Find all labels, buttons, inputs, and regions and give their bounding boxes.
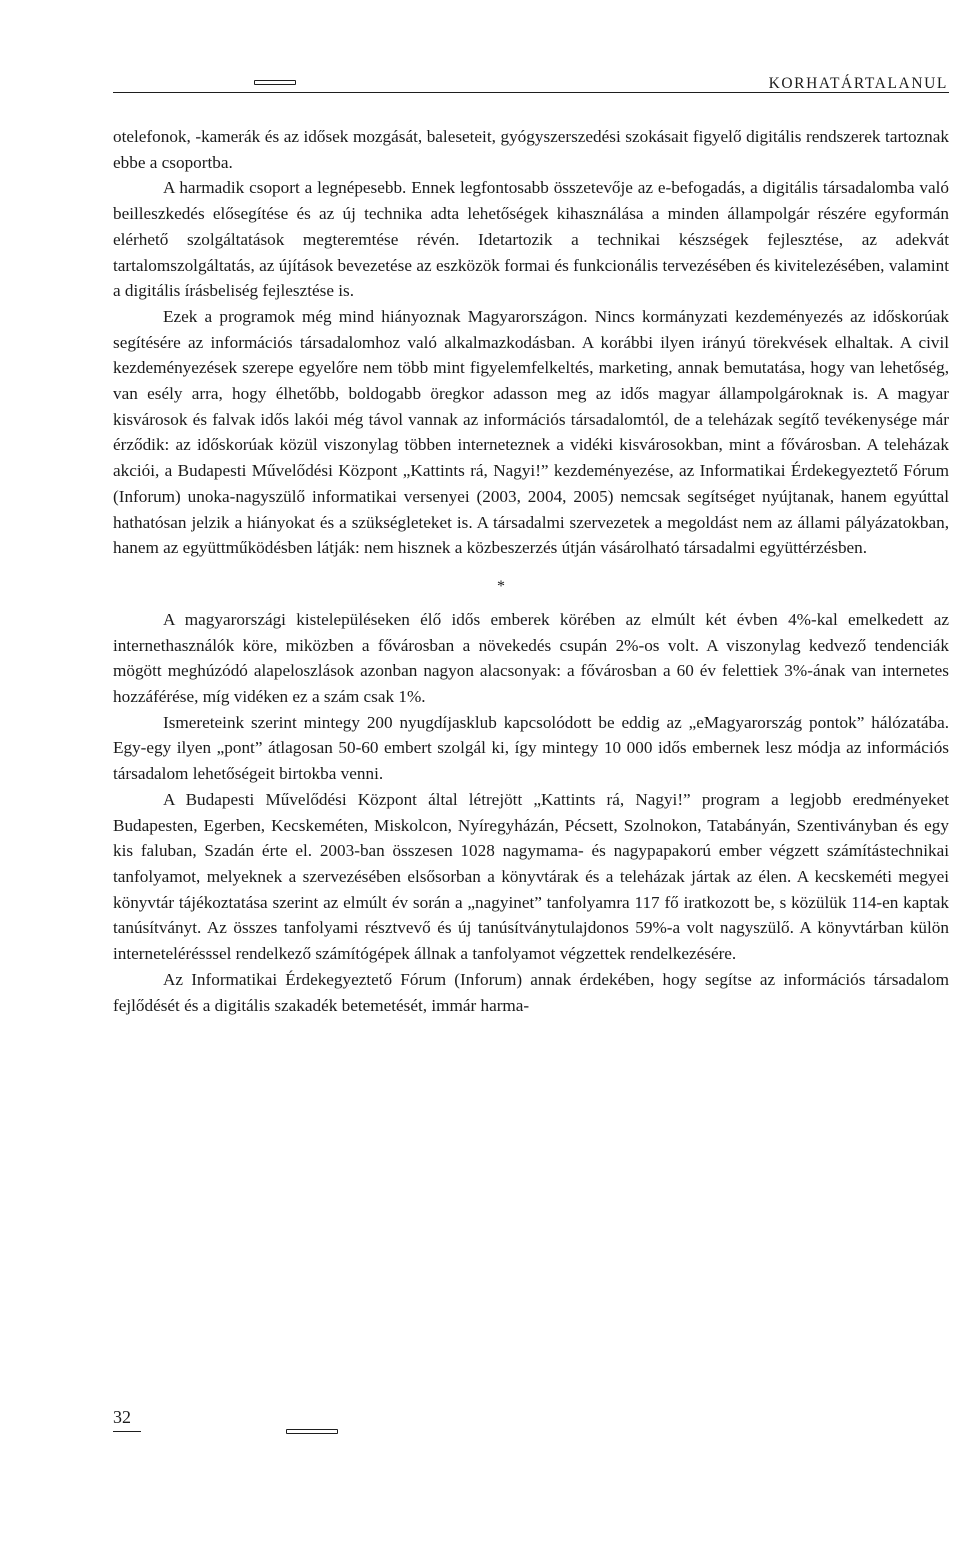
page-number-underline (113, 1431, 141, 1432)
page-number: 32 (113, 1407, 131, 1427)
paragraph-5: Ismereteink szerint mintegy 200 nyugdíjasklub kapcsolódott be eddig az „eMagyarország pontok” hálózatába. Egy-egy ilyen „pont” átlagosan 50-60 embert szolgál ki, így mintegy 10 000 idős embernek lesz módja az információs társadalom lehetőségeit birtokba venni. (113, 712, 949, 784)
paragraph-6: A Budapesti Művelődési Központ által létrejött „Kattints rá, Nagyi!” program a legjobb eredményeket Budapesten, Egerben, Kecskeméten, Miskolcon, Nyíregyházán, Pécsett, Szolnokon, Tatabányán, Szentiványban és egy kis faluban, Szadán érte el. 2003-ban összesen 1028 nagymama- és nagypapakorú ember végzett számítástechnikai tanfolyamot, melyeknek a szervezésében elsősorban a könyvtárak és a teleházak jártak az élen. A kecskeméti megyei könyvtár tájékoztatása szerint az elmúlt év során a „nagyinet” tanfolyamra 117 fő iratkozott be, s közülük 114-en kaptak tanúsítványt. Az összes tanfolyami résztvevő és új tanúsítványtulajdonos 59%-a volt nagyszülő. A könyvtárban külön internetelérésssel rendelkező számítógépek állnak a tanfolyamot végzettek rendelkezésére. (113, 789, 949, 964)
paragraph-1: otelefonok, -kamerák és az idősek mozgását, baleseteit, gyógyszerszedési szokásait figyelő digitális rendszerek tartoznak ebbe a csoportba. (113, 127, 949, 172)
header-rule (113, 92, 949, 93)
paragraph-4: A magyarországi kistelepüléseken élő idős emberek körében az elmúlt két évben 4%-kal emelkedett az internethasználók köre, miközben a fővárosban a növekedés csupán 2%-os volt. A viszonylag kedvező tendenciák mögött meghúzódó alapeloszlások azonban nagyon alacsonyak: a fővárosban a 60 év felettiek 3%-ának van internetes hozzáférése, míg vidéken ez a szám csak 1%. (113, 609, 949, 707)
paragraph-3: Ezek a programok még mind hiányoznak Magyarországon. Nincs kormányzati kezdeményezés az időskorúak segítésére az információs társadalomhoz való alkalmazkodásban. A korábbi ilyen irányú törekvések elhaltak. A civil kezdeményezések szerepe egyelőre nem több mint figyelemfelkeltés, marketing, annak bemutatása, hogy van lehetőség, van esély arra, hogy élhetőbb, boldogabb öregkor adasson meg az idős magyar állampolgároknak is. A magyar kisvárosok és falvak idős lakói még távol vannak az információs társadalomtól, de a teleházak segítő tevékenysége már érződik: az időskorúak közül viszonylag többen interneteznek a vidéki kisvárosokban, mint a fővárosban. A teleházak akciói, a Budapesti Művelődési Központ „Kattints rá, Nagyi!” kezdeményezése, az Informatikai Érdekegyeztető Fórum (Inforum) unoka-nagyszülő informatikai versenyei (2003, 2004, 2005) nemcsak segítséget nyújtanak, hanem egyúttal hathatósan jelzik a hiányokat és a szükségleteket is. A társadalmi szervezetek a megoldást nem az állami pályázatokban, hanem az együttműködésben látják: nem hisznek a közbeszerzés útján vásárolható társadalmi együttérzésben. (113, 306, 949, 558)
page-body (113, 124, 949, 1018)
running-title: KORHATÁRTALANUL (768, 75, 948, 92)
asterisk-glyph: * (497, 577, 505, 595)
section-separator (113, 579, 949, 595)
footer-ornament (286, 1429, 338, 1434)
paragraph-7: Az Informatikai Érdekegyeztető Fórum (Inforum) annak érdekében, hogy segítse az információs társadalom fejlődését és a digitális szakadék betemetését, immár harma- (113, 969, 949, 1015)
paragraph-2: A harmadik csoport a legnépesebb. Ennek legfontosabb összetevője az e-befogadás, a digitális társadalomba való beilleszkedés elősegítése és az új technika adta lehetőségek kihasználása a minden állampolgár részére egyformán elérhető szolgáltatások megteremtése révén. Idetartozik a technikai készségek fejlesztése, az adekvát tartalomszolgáltatás, az újítások bevezetése az eszközök formai és funkcionális tervezésében és kivitelezésében, valamint a digitális írásbeliség fejlesztése is. (113, 178, 949, 301)
header-ornament (254, 80, 296, 85)
